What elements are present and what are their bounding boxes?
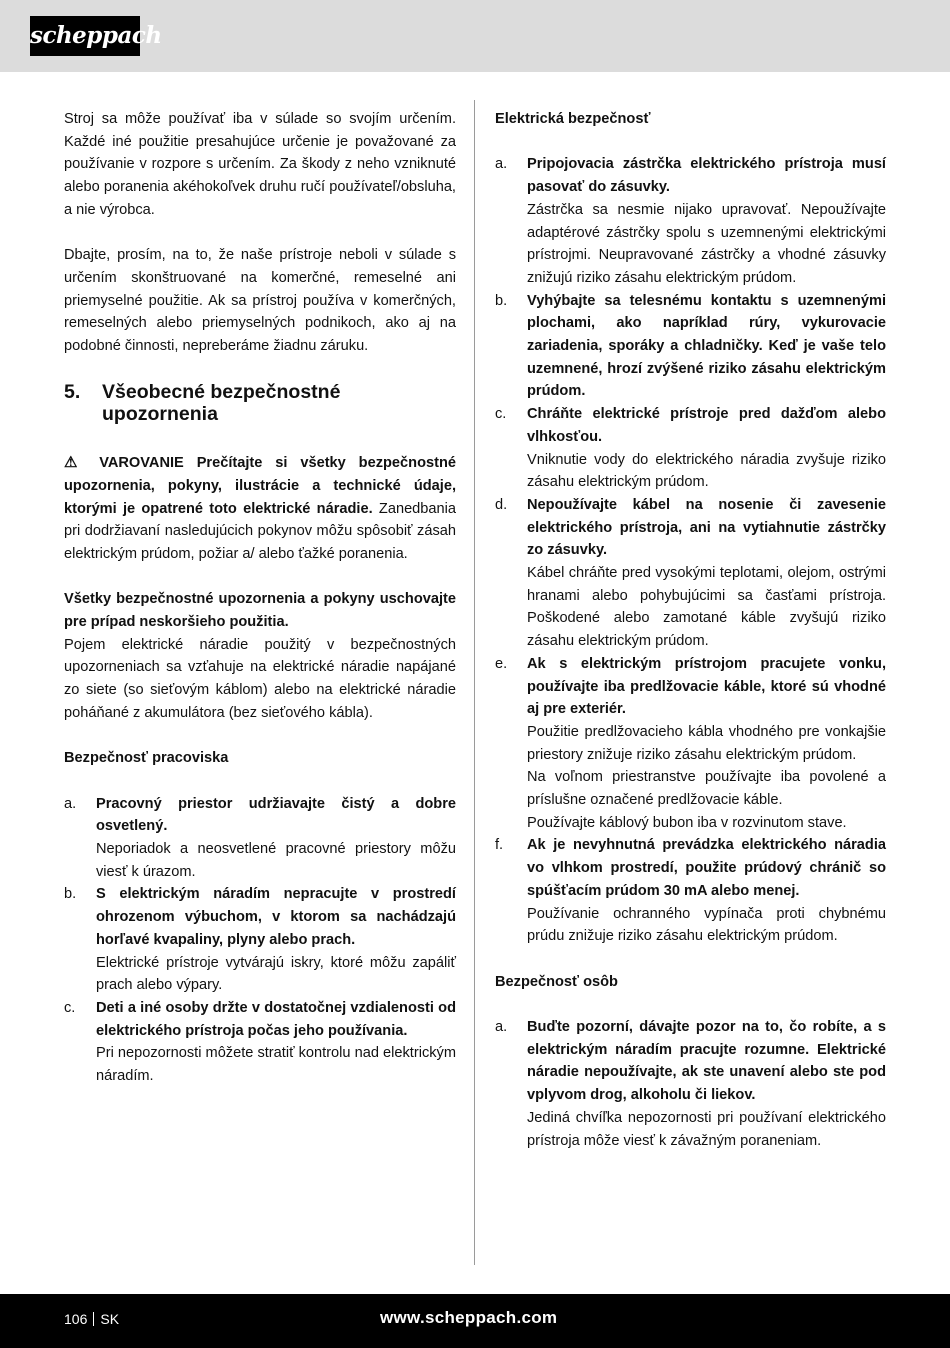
warning-triangle-icon: ⚠ [64,454,87,472]
right-column [495,108,886,1152]
section-title: Všeobecné bezpečnostné upozornenia [102,381,341,426]
item-bold-text: Buďte pozorní, dávajte pozor na to, čo robíte, a s elektrickým náradím pracujte rozumne. Elektrické náradie nepoužívajte, ak ste unavení alebo ste pod vplyvom drog, alkoholu či liekov. [527,1019,886,1104]
item-letter: f. [495,837,504,854]
item-letter: b. [495,292,508,309]
column-divider [474,100,475,1265]
keep-instructions-bold: Všetky bezpečnostné upozornenia a pokyny uschovajte pre prípad neskoršieho použitia. [64,591,456,630]
footer-separator [93,1312,94,1326]
page-header [0,0,950,72]
item-letter: b. [64,886,77,903]
list-item [495,834,886,948]
warning-block [64,452,456,566]
item-letter: c. [495,406,507,423]
section-heading [64,381,456,425]
item-text: Pri nepozornosti môžete stratiť kontrolu nad elektrickým náradím. [96,1045,456,1085]
item-text: Jediná chvíľka nepozornosti pri používaní elektrického prístroja môže viesť k závažným poraneniam. [527,1109,886,1149]
list-item [495,1016,886,1152]
item-bold-text: Deti a iné osoby držte v dostatočnej vzdialenosti od elektrického prístroja počas jeho používania. [96,999,456,1039]
item-letter: a. [495,1019,508,1036]
item-letter: d. [495,496,508,513]
scheppach-logo: scheppach [30,16,140,56]
item-bold-text: S elektrickým náradím nepracujte v prostredí ohrozenom výbuchom, v ktorom sa nachádzajú horľavé kvapaliny, plyny alebo prach. [96,886,456,948]
language-code: SK [100,1311,120,1327]
commercial-use-paragraph: Dbajte, prosím, na to, že naše prístroje neboli v súlade s určením skonštruované na komerčné, remeselné ani priemyselné použitie. Ak sa prístroj používa v komerčných, remeselných alebo priemyselných podnikoch, ako aj na podobné činnosti, nepreberáme žiadnu záruku. [64,247,456,355]
item-letter: c. [64,999,76,1016]
list-item [495,494,886,653]
list-item [64,793,456,884]
list-item [64,997,456,1088]
left-column [64,108,456,1088]
persons-heading: Bezpečnosť osôb [495,973,618,990]
keep-instructions-text: Pojem elektrické náradie použitý v bezpečnostných upozorneniach sa vzťahuje na elektrické náradie napájané zo siete (so sieťovým káblom) alebo na elektrické náradie poháňané z akumulátora (bez sieťového kábla). [64,636,456,721]
item-letter: a. [495,156,508,173]
list-item [495,653,886,835]
list-item [495,290,886,404]
item-letter: a. [64,795,77,812]
electrical-heading: Elektrická bezpečnosť [495,111,651,127]
section-number: 5. [64,381,81,404]
list-item [495,403,886,494]
page-number: 106 [64,1311,88,1327]
item-bold-text: Pripojovacia zástrčka elektrického prístroja musí pasovať do zásuvky. [527,156,886,196]
item-bold-text: Ak s elektrickým prístrojom pracujete vonku, používajte iba predlžovacie káble, ktoré sú vhodné aj pre exteriér. [527,655,886,718]
list-item [64,883,456,997]
item-letter: e. [495,655,508,672]
item-text: Na voľnom priestranstve používajte iba povolené a príslušne označené predlžovacie káble. [527,769,886,809]
workplace-heading: Bezpečnosť pracoviska [64,750,229,767]
warning-label: VAROVANIE [99,455,184,472]
item-text: Zástrčka sa nesmie nijako upravovať. Nepoužívajte adaptérové zástrčky spolu s uzemnenými elektrickými prístrojmi. Neupravované zástrčky a vhodné zásuvky znižujú riziko zásahu elektrickým prúdom. [527,201,886,286]
item-bold-text: Nepoužívajte kábel na nosenie či zavesenie elektrického prístroja, ani na vytiahnutie zástrčky zo zásuvky. [527,496,886,559]
item-text: Použitie predlžovacieho kábla vhodného pre vonkajšie priestory znižuje riziko zásahu elektrickým prúdom. [527,723,886,763]
item-bold-text: Vyhýbajte sa telesnému kontaktu s uzemnenými plochami, ako napríklad rúry, vykurovacie zariadenia, sporáky a chladničky. Keď je vaše telo uzemnené, hrozí zvýšené riziko zásahu elektrickým prúdom. [527,292,886,400]
page-footer [0,1294,950,1348]
warning-bold-text: Prečítajte si všetky bezpečnostné upozornenia, pokyny, ilustrácie a technické údaje, ktorými je opatrené toto elektrické náradie. [64,455,456,517]
item-text: Elektrické prístroje vytvárajú iskry, ktoré môžu zapáliť prach alebo výpary. [96,954,456,994]
item-bold-text: Pracovný priestor udržiavajte čistý a dobre osvetlený. [96,795,456,835]
item-text: Neporiadok a neosvetlené pracovné priestory môžu viesť k úrazom. [96,841,456,880]
item-text: Vniknutie vody do elektrického náradia zvyšuje riziko zásahu elektrickým prúdom. [527,451,886,491]
item-text: Kábel chráňte pred vysokými teplotami, olejom, ostrými hranami alebo pohybujúcimi sa časťami prístroja. Poškodené alebo zamotané káble zvyšujú riziko zásahu elektrickým prúdom. [527,565,886,650]
item-text: Používajte káblový bubon iba v rozvinutom stave. [527,814,847,831]
page-number-block [64,1311,119,1327]
list-item [495,153,886,289]
item-bold-text: Chráňte elektrické prístroje pred dažďom alebo vlhkosťou. [527,406,886,445]
item-bold-text: Ak je nevyhnutná prevádzka elektrického náradia vo vlhkom prostredí, použite prúdový chránič so spúšťacím prúdom 30 mA alebo menej. [527,837,886,899]
intended-use-paragraph: Stroj sa môže používať iba v súlade so svojím určením. Každé iné použitie presahujúce určenie je považované za používanie v rozpore s určením. Za škody z neho vzniknuté alebo poranenia akéhokoľvek druhu ručí používateľ/obsluha, a nie výrobca. [64,111,456,218]
item-text: Používanie ochranného vypínača proti chybnému prúdu znižuje riziko zásahu elektrickým prúdom. [527,905,886,945]
website-url[interactable]: www.scheppach.com [380,1308,558,1327]
warning-text: Zanedbania pri dodržiavaní nasledujúcich pokynov môžu spôsobiť zásah elektrickým prúdom, požiar a/ alebo ťažké poranenia. [64,500,457,562]
